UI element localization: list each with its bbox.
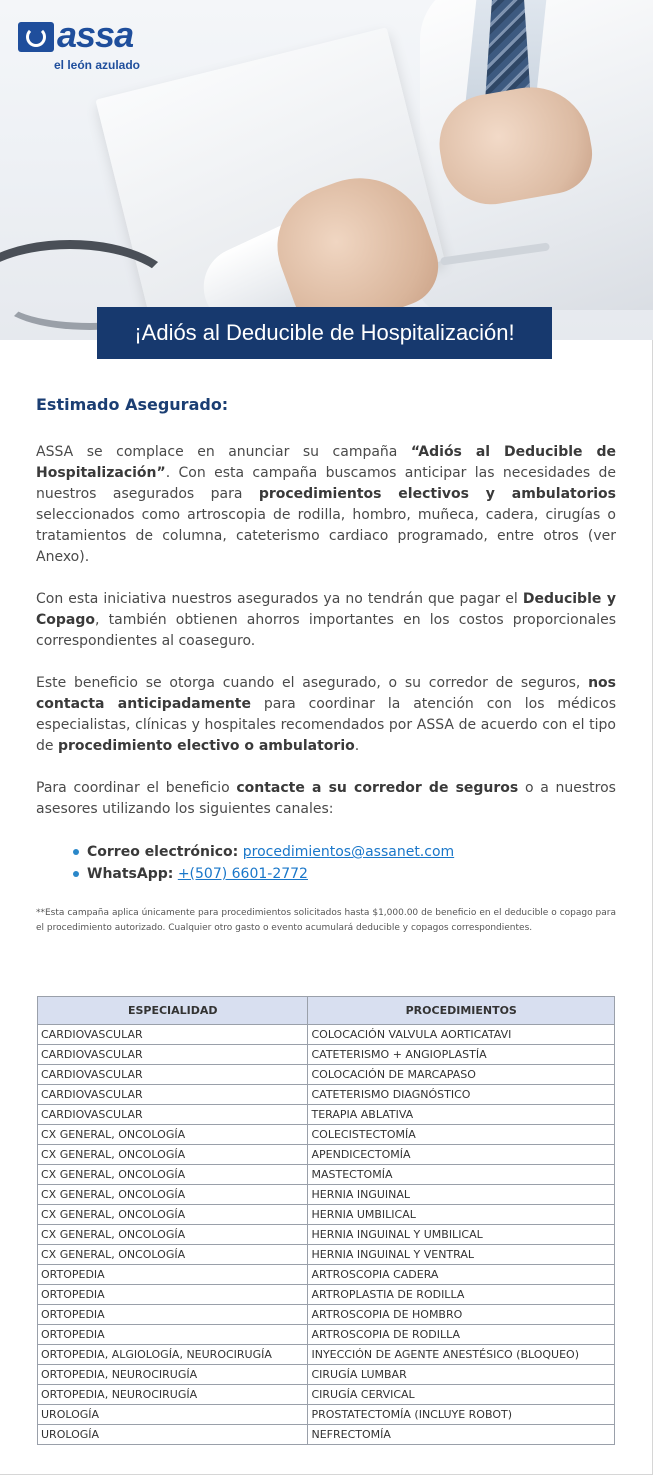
emphasis: contacte a su corredor de seguros — [236, 780, 519, 796]
channel-label: Correo electrónico: — [87, 844, 239, 860]
table-row — [38, 1065, 615, 1085]
procedure-cell: HERNIA INGUINAL Y VENTRAL — [308, 1245, 615, 1265]
text: Este beneficio se otorga cuando el asegurado, o su corredor de seguros, — [36, 675, 589, 691]
contact-channels-list — [73, 841, 616, 885]
text: . Con esta campaña buscamos anticipar las necesidades de nuestros asegurados para — [36, 465, 616, 502]
assa-logo — [18, 14, 148, 74]
table-row — [38, 1185, 615, 1205]
table-row — [38, 1365, 615, 1385]
specialty-cell: CARDIOVASCULAR — [38, 1045, 308, 1065]
lion-icon — [18, 22, 54, 52]
channel-whatsapp — [73, 863, 616, 885]
table-row — [38, 1165, 615, 1185]
specialty-cell: UROLOGÍA — [38, 1425, 308, 1445]
specialty-cell: CX GENERAL, ONCOLOGÍA — [38, 1225, 308, 1245]
table-row — [38, 1245, 615, 1265]
procedure-cell: ARTROSCOPIA DE RODILLA — [308, 1325, 615, 1345]
table-row — [38, 1265, 615, 1285]
paragraph-benefit — [36, 589, 616, 652]
table-body — [38, 1025, 615, 1445]
procedure-cell: CIRUGÍA LUMBAR — [308, 1365, 615, 1385]
procedure-cell: COLOCACIÓN DE MARCAPASO — [308, 1065, 615, 1085]
specialty-cell: CX GENERAL, ONCOLOGÍA — [38, 1145, 308, 1165]
specialty-cell: ORTOPEDIA, NEUROCIRUGÍA — [38, 1365, 308, 1385]
specialty-cell: ORTOPEDIA, NEUROCIRUGÍA — [38, 1385, 308, 1405]
email-body — [36, 394, 616, 936]
table-row — [38, 1045, 615, 1065]
greeting: Estimado Asegurado: — [36, 395, 229, 414]
specialty-cell: ORTOPEDIA — [38, 1325, 308, 1345]
procedure-cell: NEFRECTOMÍA — [308, 1425, 615, 1445]
specialty-cell: CX GENERAL, ONCOLOGÍA — [38, 1165, 308, 1185]
emphasis: procedimiento electivo o ambulatorio — [57, 738, 355, 754]
emphasis: procedimientos electivos y ambulatorios — [258, 486, 616, 502]
disclaimer-note: **Esta campaña aplica únicamente para procedimientos solicitados hasta $1,000.00 de beneficio en el deducible o copago para el procedimiento autorizado. Cualquier otro gasto o evento acumulará deducible y copagos correspondientes. — [36, 908, 616, 933]
procedure-cell: ARTROSCOPIA CADERA — [308, 1265, 615, 1285]
table-row — [38, 1225, 615, 1245]
specialty-cell: ORTOPEDIA, ALGIOLOGÍA, NEUROCIRUGÍA — [38, 1345, 308, 1365]
procedure-cell: HERNIA UMBILICAL — [308, 1205, 615, 1225]
specialty-cell: UROLOGÍA — [38, 1405, 308, 1425]
procedure-cell: ARTROSCOPIA DE HOMBRO — [308, 1305, 615, 1325]
table-row — [38, 1325, 615, 1345]
logo-tagline: el león azulado — [54, 58, 141, 72]
emphasis: nos contacta anticipadamente — [36, 675, 616, 712]
table-row — [38, 1085, 615, 1105]
text: Con esta iniciativa nuestros asegurados ya no tendrán que pagar el — [36, 591, 523, 607]
table-row — [38, 1385, 615, 1405]
procedure-cell: COLOCACIÓN VALVULA AORTICATAVI — [308, 1025, 615, 1045]
specialty-cell: CX GENERAL, ONCOLOGÍA — [38, 1205, 308, 1225]
procedure-cell: PROSTATECTOMÍA (INCLUYE ROBOT) — [308, 1405, 615, 1425]
text: , también obtienen ahorros importantes en los costos proporcionales correspondientes al coaseguro. — [36, 612, 616, 649]
column-header-specialty: ESPECIALIDAD — [38, 997, 308, 1025]
procedure-cell: CATETERISMO + ANGIOPLASTÍA — [308, 1045, 615, 1065]
table-header-row — [38, 997, 615, 1025]
emphasis: Deducible y Copago — [36, 591, 616, 628]
procedure-cell: COLECISTECTOMÍA — [308, 1125, 615, 1145]
table-row — [38, 1305, 615, 1325]
specialty-cell: ORTOPEDIA — [38, 1265, 308, 1285]
email-link[interactable]: procedimientos@assanet.com — [242, 844, 455, 860]
table-row — [38, 1125, 615, 1145]
campaign-name: “Adiós al Deducible de Hospitalización” — [36, 444, 616, 481]
specialty-cell: CARDIOVASCULAR — [38, 1085, 308, 1105]
specialty-cell: CARDIOVASCULAR — [38, 1025, 308, 1045]
text: para coordinar la atención con los médicos especialistas, clínicas y hospitales recomendados por ASSA de acuerdo con el tipo de — [36, 696, 617, 754]
column-header-procedures: PROCEDIMIENTOS — [308, 997, 615, 1025]
text: ASSA se complace en anunciar su campaña — [36, 444, 411, 460]
text: seleccionados como artroscopia de rodilla, hombro, muñeca, cadera, cirugías o tratamientos de columna, cateterismo cardiaco programado, entre otros (ver Anexo). — [36, 507, 616, 565]
specialty-cell: CARDIOVASCULAR — [38, 1105, 308, 1125]
table-row — [38, 1205, 615, 1225]
specialty-cell: CX GENERAL, ONCOLOGÍA — [38, 1185, 308, 1205]
paragraph-conditions — [36, 673, 616, 757]
paragraph-intro — [36, 442, 616, 568]
channel-email — [73, 841, 616, 863]
procedure-cell: INYECCIÓN DE AGENTE ANESTÉSICO (BLOQUEO) — [308, 1345, 615, 1365]
table-row — [38, 1285, 615, 1305]
channel-label: WhatsApp: — [87, 866, 174, 882]
text: Para coordinar el beneficio — [36, 780, 237, 796]
campaign-title-banner: ¡Adiós al Deducible de Hospitalización! — [97, 307, 552, 359]
whatsapp-link[interactable]: +(507) 6601-2772 — [177, 866, 308, 882]
procedure-cell: CIRUGÍA CERVICAL — [308, 1385, 615, 1405]
procedure-cell: MASTECTOMÍA — [308, 1165, 615, 1185]
procedure-cell: APENDICECTOMÍA — [308, 1145, 615, 1165]
hero-image — [0, 0, 653, 340]
specialty-cell: ORTOPEDIA — [38, 1285, 308, 1305]
text: o a nuestros asesores utilizando los siguientes canales: — [36, 780, 616, 817]
procedure-cell: ARTROPLASTIA DE RODILLA — [308, 1285, 615, 1305]
table-row — [38, 1425, 615, 1445]
logo-wordmark: assa — [57, 14, 134, 55]
text: . — [354, 738, 360, 754]
table-row — [38, 1345, 615, 1365]
procedures-table — [37, 996, 615, 1445]
procedure-cell: HERNIA INGUINAL Y UMBILICAL — [308, 1225, 615, 1245]
specialty-cell: ORTOPEDIA — [38, 1305, 308, 1325]
procedure-cell: TERAPIA ABLATIVA — [308, 1105, 615, 1125]
procedure-cell: CATETERISMO DIAGNÓSTICO — [308, 1085, 615, 1105]
table-row — [38, 1025, 615, 1045]
specialty-cell: CX GENERAL, ONCOLOGÍA — [38, 1125, 308, 1145]
specialty-cell: CX GENERAL, ONCOLOGÍA — [38, 1245, 308, 1265]
paragraph-contact — [36, 778, 616, 820]
table-row — [38, 1105, 615, 1125]
table-row — [38, 1405, 615, 1425]
table-row — [38, 1145, 615, 1165]
procedure-cell: HERNIA INGUINAL — [308, 1185, 615, 1205]
specialty-cell: CARDIOVASCULAR — [38, 1065, 308, 1085]
